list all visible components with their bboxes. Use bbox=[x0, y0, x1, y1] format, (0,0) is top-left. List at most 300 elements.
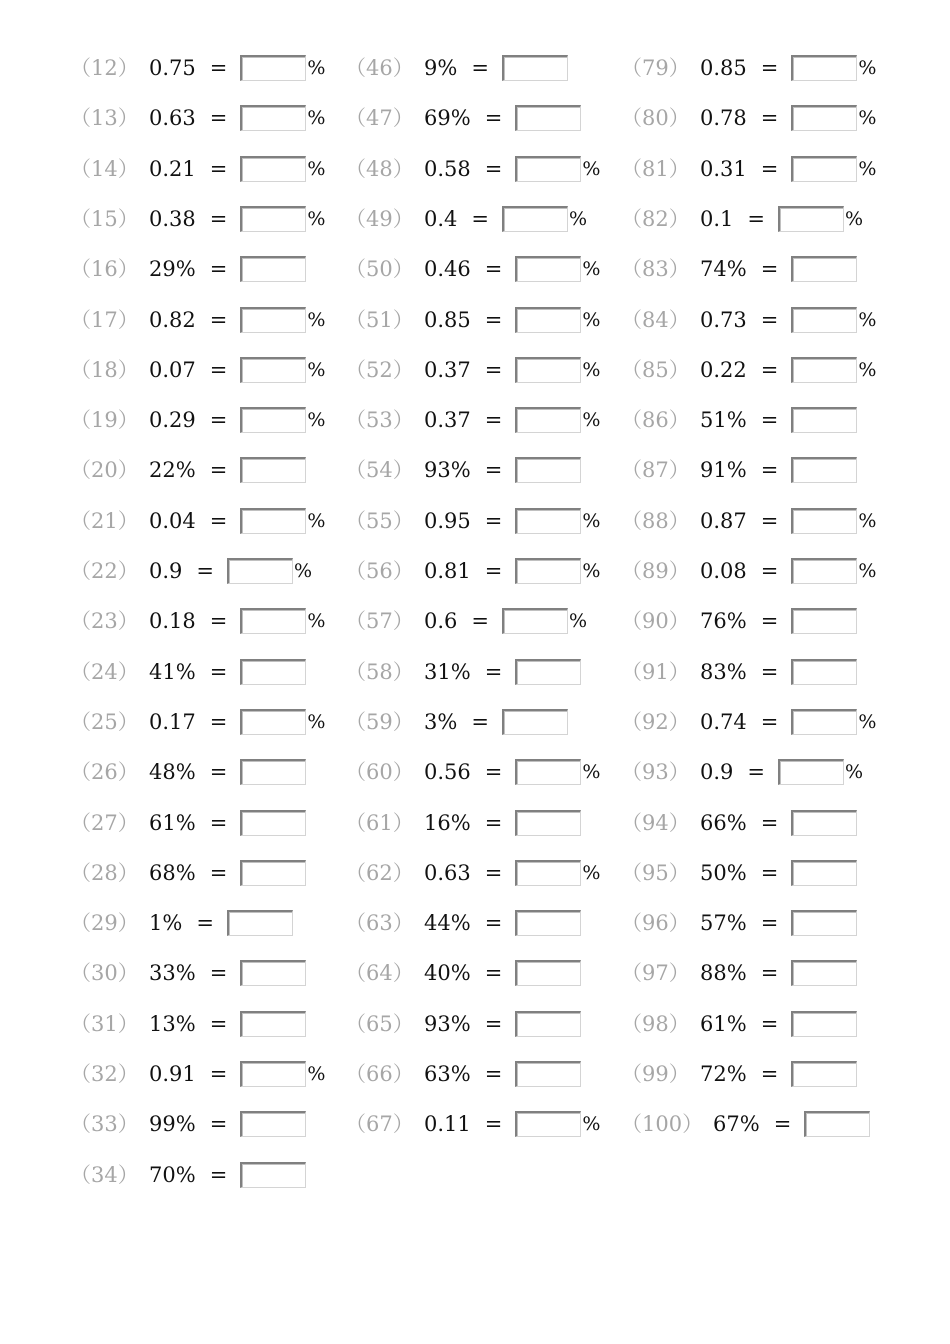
problem-expression: 0.87 bbox=[700, 508, 747, 533]
problem-item bbox=[621, 757, 863, 787]
equals-sign: = bbox=[484, 1112, 503, 1137]
problem-expression: 0.91 bbox=[149, 1062, 196, 1086]
problem-item bbox=[70, 254, 306, 284]
percent-suffix: % bbox=[307, 157, 326, 180]
problem-number: （15） bbox=[70, 206, 139, 231]
problem-item bbox=[345, 154, 600, 184]
equals-sign: = bbox=[760, 1011, 779, 1036]
problem-item bbox=[345, 305, 600, 335]
answer-input-box[interactable] bbox=[778, 759, 844, 785]
equals-sign: = bbox=[209, 257, 228, 282]
problem-expression: 29% bbox=[149, 257, 196, 282]
answer-input-box[interactable] bbox=[240, 709, 306, 735]
problem-expression: 0.18 bbox=[149, 609, 196, 634]
problem-number: （99） bbox=[621, 1062, 690, 1086]
answer-input-box[interactable] bbox=[240, 1162, 306, 1188]
answer-input-box[interactable] bbox=[791, 256, 857, 282]
answer-input-box[interactable] bbox=[804, 1111, 870, 1137]
answer-input-box[interactable] bbox=[240, 860, 306, 886]
percent-suffix: % bbox=[582, 258, 601, 281]
equals-sign: = bbox=[471, 609, 490, 634]
percent-suffix: % bbox=[582, 358, 601, 381]
equals-sign: = bbox=[209, 1062, 228, 1086]
equals-sign: = bbox=[196, 911, 214, 936]
answer-input-box[interactable] bbox=[791, 860, 857, 886]
answer-input-box[interactable] bbox=[515, 558, 581, 584]
percent-suffix: % bbox=[858, 710, 877, 733]
percent-suffix: % bbox=[582, 861, 601, 884]
equals-sign: = bbox=[484, 257, 503, 282]
problem-item bbox=[345, 1109, 600, 1139]
answer-input-box[interactable] bbox=[515, 508, 581, 534]
answer-input-box[interactable] bbox=[240, 508, 306, 534]
problem-number: （93） bbox=[621, 760, 690, 785]
answer-input-box[interactable] bbox=[515, 307, 581, 333]
problem-number: （95） bbox=[621, 860, 690, 885]
problem-item bbox=[70, 405, 325, 435]
problem-expression: 40% bbox=[424, 961, 471, 986]
answer-input-box[interactable] bbox=[240, 810, 306, 836]
answer-input-box[interactable] bbox=[791, 407, 857, 433]
problem-item bbox=[621, 556, 876, 586]
equals-sign: = bbox=[209, 1162, 228, 1187]
answer-input-box[interactable] bbox=[240, 357, 306, 383]
problem-expression: 0.22 bbox=[700, 357, 747, 382]
problem-expression: 61% bbox=[149, 810, 196, 835]
equals-sign: = bbox=[484, 458, 503, 483]
equals-sign: = bbox=[484, 911, 503, 936]
problem-expression: 9% bbox=[424, 56, 458, 80]
problem-expression: 13% bbox=[149, 1011, 196, 1036]
problem-expression: 0.08 bbox=[700, 559, 747, 583]
problem-expression: 67% bbox=[713, 1112, 760, 1137]
answer-input-box[interactable] bbox=[515, 357, 581, 383]
problem-item bbox=[621, 254, 857, 284]
answer-input-box[interactable] bbox=[240, 256, 306, 282]
answer-input-box[interactable] bbox=[791, 105, 857, 131]
equals-sign: = bbox=[760, 860, 779, 885]
equals-sign: = bbox=[484, 106, 503, 131]
problem-expression: 70% bbox=[149, 1162, 196, 1187]
answer-input-box[interactable] bbox=[515, 1011, 581, 1037]
equals-sign: = bbox=[760, 659, 779, 684]
problem-number: （60） bbox=[345, 760, 414, 785]
equals-sign: = bbox=[760, 408, 779, 433]
answer-input-box[interactable] bbox=[502, 608, 568, 634]
answer-input-box[interactable] bbox=[515, 105, 581, 131]
percent-suffix: % bbox=[307, 308, 326, 331]
problem-expression: 41% bbox=[149, 659, 196, 684]
problem-number: （80） bbox=[621, 106, 690, 131]
problem-item bbox=[70, 606, 325, 636]
answer-input-box[interactable] bbox=[791, 307, 857, 333]
problem-number: （23） bbox=[70, 609, 139, 634]
problem-expression: 0.17 bbox=[149, 709, 196, 734]
problem-number: （32） bbox=[70, 1062, 139, 1086]
problem-expression: 0.4 bbox=[424, 206, 458, 231]
problem-number: （49） bbox=[345, 206, 414, 231]
equals-sign: = bbox=[209, 1011, 228, 1036]
problem-expression: 0.85 bbox=[700, 56, 747, 80]
problem-number: （20） bbox=[70, 458, 139, 483]
problem-item bbox=[621, 355, 876, 385]
answer-input-box[interactable] bbox=[502, 206, 568, 232]
problem-item bbox=[345, 606, 587, 636]
problem-expression: 31% bbox=[424, 659, 471, 684]
problem-expression: 0.58 bbox=[424, 156, 471, 181]
problem-expression: 0.81 bbox=[424, 559, 471, 583]
problem-number: （90） bbox=[621, 609, 690, 634]
problem-item bbox=[70, 1109, 306, 1139]
equals-sign: = bbox=[760, 911, 779, 936]
problem-item bbox=[345, 355, 600, 385]
equals-sign: = bbox=[209, 106, 228, 131]
problem-item bbox=[345, 808, 581, 838]
percent-suffix: % bbox=[582, 560, 601, 582]
answer-input-box[interactable] bbox=[240, 1061, 306, 1087]
problem-number: （18） bbox=[70, 357, 139, 382]
percent-suffix: % bbox=[582, 308, 601, 331]
equals-sign: = bbox=[209, 659, 228, 684]
problem-item bbox=[70, 455, 306, 485]
problem-item bbox=[70, 53, 325, 83]
problem-expression: 50% bbox=[700, 860, 747, 885]
problem-number: （47） bbox=[345, 106, 414, 131]
answer-input-box[interactable] bbox=[791, 156, 857, 182]
problem-item bbox=[70, 908, 293, 938]
problem-expression: 57% bbox=[700, 911, 747, 936]
answer-input-box[interactable] bbox=[791, 457, 857, 483]
equals-sign: = bbox=[773, 1112, 792, 1137]
problem-number: （53） bbox=[345, 408, 414, 433]
equals-sign: = bbox=[760, 709, 779, 734]
equals-sign: = bbox=[484, 659, 503, 684]
equals-sign: = bbox=[760, 307, 779, 332]
answer-input-box[interactable] bbox=[791, 508, 857, 534]
problem-expression: 0.63 bbox=[424, 860, 471, 885]
problem-number: （67） bbox=[345, 1112, 414, 1137]
answer-input-box[interactable] bbox=[240, 759, 306, 785]
answer-input-box[interactable] bbox=[515, 810, 581, 836]
problem-item bbox=[345, 405, 600, 435]
equals-sign: = bbox=[484, 156, 503, 181]
problem-expression: 66% bbox=[700, 810, 747, 835]
answer-input-box[interactable] bbox=[515, 960, 581, 986]
equals-sign: = bbox=[209, 307, 228, 332]
problem-item bbox=[70, 707, 325, 737]
problem-expression: 0.07 bbox=[149, 357, 196, 382]
problem-number: （100） bbox=[621, 1112, 704, 1137]
problem-item bbox=[70, 103, 325, 133]
problem-expression: 0.46 bbox=[424, 257, 471, 282]
equals-sign: = bbox=[760, 559, 779, 583]
problem-number: （61） bbox=[345, 810, 414, 835]
problem-item bbox=[345, 858, 600, 888]
answer-input-box[interactable] bbox=[791, 558, 857, 584]
answer-input-box[interactable] bbox=[240, 608, 306, 634]
answer-input-box[interactable] bbox=[240, 206, 306, 232]
problem-number: （96） bbox=[621, 911, 690, 936]
percent-suffix: % bbox=[858, 57, 877, 79]
answer-input-box[interactable] bbox=[791, 910, 857, 936]
problem-number: （84） bbox=[621, 307, 690, 332]
problem-item bbox=[621, 958, 857, 988]
answer-input-box[interactable] bbox=[515, 759, 581, 785]
percent-suffix: % bbox=[845, 761, 864, 784]
problem-expression: 0.31 bbox=[700, 156, 747, 181]
problem-expression: 0.37 bbox=[424, 357, 471, 382]
problem-expression: 0.95 bbox=[424, 508, 471, 533]
problem-number: （63） bbox=[345, 911, 414, 936]
problem-item bbox=[621, 606, 857, 636]
problem-item bbox=[70, 1160, 306, 1190]
equals-sign: = bbox=[760, 609, 779, 634]
problem-item bbox=[621, 103, 876, 133]
equals-sign: = bbox=[484, 760, 503, 785]
problem-expression: 0.9 bbox=[149, 559, 183, 583]
answer-input-box[interactable] bbox=[240, 960, 306, 986]
equals-sign: = bbox=[484, 508, 503, 533]
problem-number: （17） bbox=[70, 307, 139, 332]
problem-expression: 0.29 bbox=[149, 408, 196, 433]
equals-sign: = bbox=[209, 1112, 228, 1137]
percent-suffix: % bbox=[858, 509, 877, 532]
equals-sign: = bbox=[209, 860, 228, 885]
problem-expression: 93% bbox=[424, 458, 471, 483]
problem-number: （34） bbox=[70, 1162, 139, 1187]
answer-input-box[interactable] bbox=[515, 407, 581, 433]
problem-number: （21） bbox=[70, 508, 139, 533]
problem-item bbox=[345, 204, 587, 234]
problem-number: （16） bbox=[70, 257, 139, 282]
problem-item bbox=[70, 808, 306, 838]
problem-number: （26） bbox=[70, 760, 139, 785]
problem-number: （59） bbox=[345, 709, 414, 734]
problem-item bbox=[70, 757, 306, 787]
problem-expression: 0.78 bbox=[700, 106, 747, 131]
equals-sign: = bbox=[747, 760, 766, 785]
answer-input-box[interactable] bbox=[240, 407, 306, 433]
problem-item bbox=[345, 1059, 581, 1089]
answer-input-box[interactable] bbox=[791, 1061, 857, 1087]
answer-input-box[interactable] bbox=[515, 457, 581, 483]
problem-expression: 0.63 bbox=[149, 106, 196, 131]
answer-input-box[interactable] bbox=[227, 558, 293, 584]
answer-input-box[interactable] bbox=[515, 1111, 581, 1137]
problem-number: （89） bbox=[621, 559, 690, 583]
equals-sign: = bbox=[484, 961, 503, 986]
problem-item bbox=[345, 506, 600, 536]
problem-item bbox=[621, 808, 857, 838]
problem-expression: 0.73 bbox=[700, 307, 747, 332]
problem-number: （51） bbox=[345, 307, 414, 332]
equals-sign: = bbox=[209, 961, 228, 986]
problem-expression: 1% bbox=[149, 911, 183, 936]
percent-suffix: % bbox=[307, 207, 326, 230]
percent-suffix: % bbox=[294, 560, 313, 582]
percent-suffix: % bbox=[858, 358, 877, 381]
answer-input-box[interactable] bbox=[791, 659, 857, 685]
problem-number: （87） bbox=[621, 458, 690, 483]
percent-suffix: % bbox=[307, 509, 326, 532]
answer-input-box[interactable] bbox=[778, 206, 844, 232]
problem-number: （33） bbox=[70, 1112, 139, 1137]
problem-expression: 0.56 bbox=[424, 760, 471, 785]
answer-input-box[interactable] bbox=[791, 709, 857, 735]
problem-expression: 33% bbox=[149, 961, 196, 986]
problem-number: （28） bbox=[70, 860, 139, 885]
problem-expression: 0.9 bbox=[700, 760, 734, 785]
problem-number: （83） bbox=[621, 257, 690, 282]
problem-number: （65） bbox=[345, 1011, 414, 1036]
problem-expression: 51% bbox=[700, 408, 747, 433]
problem-number: （25） bbox=[70, 709, 139, 734]
problem-item bbox=[70, 204, 325, 234]
answer-input-box[interactable] bbox=[502, 55, 568, 81]
problem-expression: 0.04 bbox=[149, 508, 196, 533]
answer-input-box[interactable] bbox=[240, 156, 306, 182]
equals-sign: = bbox=[484, 408, 503, 433]
problem-expression: 16% bbox=[424, 810, 471, 835]
answer-input-box[interactable] bbox=[240, 55, 306, 81]
problem-expression: 0.21 bbox=[149, 156, 196, 181]
problem-item bbox=[70, 657, 306, 687]
equals-sign: = bbox=[484, 559, 503, 583]
problem-expression: 0.75 bbox=[149, 56, 196, 80]
equals-sign: = bbox=[471, 206, 490, 231]
equals-sign: = bbox=[484, 307, 503, 332]
equals-sign: = bbox=[471, 56, 489, 80]
problem-item bbox=[621, 1009, 857, 1039]
problem-item bbox=[621, 154, 876, 184]
answer-input-box[interactable] bbox=[791, 55, 857, 81]
equals-sign: = bbox=[209, 760, 228, 785]
answer-input-box[interactable] bbox=[791, 810, 857, 836]
equals-sign: = bbox=[760, 458, 779, 483]
percent-suffix: % bbox=[582, 1113, 601, 1136]
percent-suffix: % bbox=[858, 308, 877, 331]
problem-item bbox=[70, 154, 325, 184]
problem-expression: 76% bbox=[700, 609, 747, 634]
equals-sign: = bbox=[196, 559, 215, 583]
answer-input-box[interactable] bbox=[515, 910, 581, 936]
answer-input-box[interactable] bbox=[240, 307, 306, 333]
problem-number: （54） bbox=[345, 458, 414, 483]
problem-expression: 83% bbox=[700, 659, 747, 684]
problem-item bbox=[70, 355, 325, 385]
percent-suffix: % bbox=[582, 509, 601, 532]
percent-suffix: % bbox=[858, 560, 877, 582]
problem-item bbox=[621, 305, 876, 335]
equals-sign: = bbox=[760, 810, 779, 835]
answer-input-box[interactable] bbox=[240, 1011, 306, 1037]
problem-number: （52） bbox=[345, 357, 414, 382]
problem-item bbox=[621, 858, 857, 888]
problem-item bbox=[345, 254, 600, 284]
problem-number: （91） bbox=[621, 659, 690, 684]
problem-item bbox=[345, 657, 581, 687]
problem-item bbox=[621, 1109, 870, 1139]
problem-number: （30） bbox=[70, 961, 139, 986]
answer-input-box[interactable] bbox=[240, 659, 306, 685]
percent-suffix: % bbox=[858, 157, 877, 180]
problem-item bbox=[621, 657, 857, 687]
problem-item bbox=[70, 506, 325, 536]
problem-item bbox=[621, 1059, 857, 1089]
equals-sign: = bbox=[484, 357, 503, 382]
answer-input-box[interactable] bbox=[791, 608, 857, 634]
problem-number: （94） bbox=[621, 810, 690, 835]
equals-sign: = bbox=[209, 408, 228, 433]
problem-expression: 74% bbox=[700, 257, 747, 282]
problem-number: （79） bbox=[621, 56, 690, 80]
percent-suffix: % bbox=[569, 207, 588, 230]
problem-expression: 0.1 bbox=[700, 206, 734, 231]
problem-item bbox=[70, 556, 312, 586]
problem-number: （98） bbox=[621, 1011, 690, 1036]
problem-item bbox=[621, 455, 857, 485]
answer-input-box[interactable] bbox=[515, 156, 581, 182]
answer-input-box[interactable] bbox=[227, 910, 293, 936]
answer-input-box[interactable] bbox=[502, 709, 568, 735]
answer-input-box[interactable] bbox=[515, 1061, 581, 1087]
answer-input-box[interactable] bbox=[240, 1111, 306, 1137]
percent-suffix: % bbox=[307, 610, 326, 633]
problem-expression: 68% bbox=[149, 860, 196, 885]
problem-expression: 0.74 bbox=[700, 709, 747, 734]
equals-sign: = bbox=[760, 156, 779, 181]
percent-suffix: % bbox=[845, 207, 864, 230]
problem-number: （85） bbox=[621, 357, 690, 382]
problem-expression: 48% bbox=[149, 760, 196, 785]
problem-item bbox=[70, 958, 306, 988]
problem-number: （12） bbox=[70, 56, 139, 80]
answer-input-box[interactable] bbox=[240, 457, 306, 483]
equals-sign: = bbox=[747, 206, 766, 231]
problem-number: （46） bbox=[345, 56, 414, 80]
problem-expression: 91% bbox=[700, 458, 747, 483]
answer-input-box[interactable] bbox=[791, 357, 857, 383]
equals-sign: = bbox=[484, 810, 503, 835]
percent-suffix: % bbox=[307, 57, 326, 79]
problem-expression: 88% bbox=[700, 961, 747, 986]
answer-input-box[interactable] bbox=[791, 1011, 857, 1037]
equals-sign: = bbox=[484, 860, 503, 885]
problem-number: （92） bbox=[621, 709, 690, 734]
problem-expression: 61% bbox=[700, 1011, 747, 1036]
equals-sign: = bbox=[209, 206, 228, 231]
problem-item bbox=[621, 707, 876, 737]
problem-item bbox=[345, 1009, 581, 1039]
percent-suffix: % bbox=[307, 107, 326, 130]
problem-number: （14） bbox=[70, 156, 139, 181]
problem-expression: 44% bbox=[424, 911, 471, 936]
answer-input-box[interactable] bbox=[240, 105, 306, 131]
percent-suffix: % bbox=[582, 409, 601, 432]
answer-input-box[interactable] bbox=[515, 256, 581, 282]
problem-item bbox=[345, 455, 581, 485]
problem-item bbox=[621, 204, 863, 234]
answer-input-box[interactable] bbox=[515, 860, 581, 886]
answer-input-box[interactable] bbox=[791, 960, 857, 986]
problem-number: （58） bbox=[345, 659, 414, 684]
problem-expression: 99% bbox=[149, 1112, 196, 1137]
equals-sign: = bbox=[760, 357, 779, 382]
problem-number: （50） bbox=[345, 257, 414, 282]
percent-suffix: % bbox=[307, 710, 326, 733]
answer-input-box[interactable] bbox=[515, 659, 581, 685]
problem-number: （22） bbox=[70, 559, 139, 583]
